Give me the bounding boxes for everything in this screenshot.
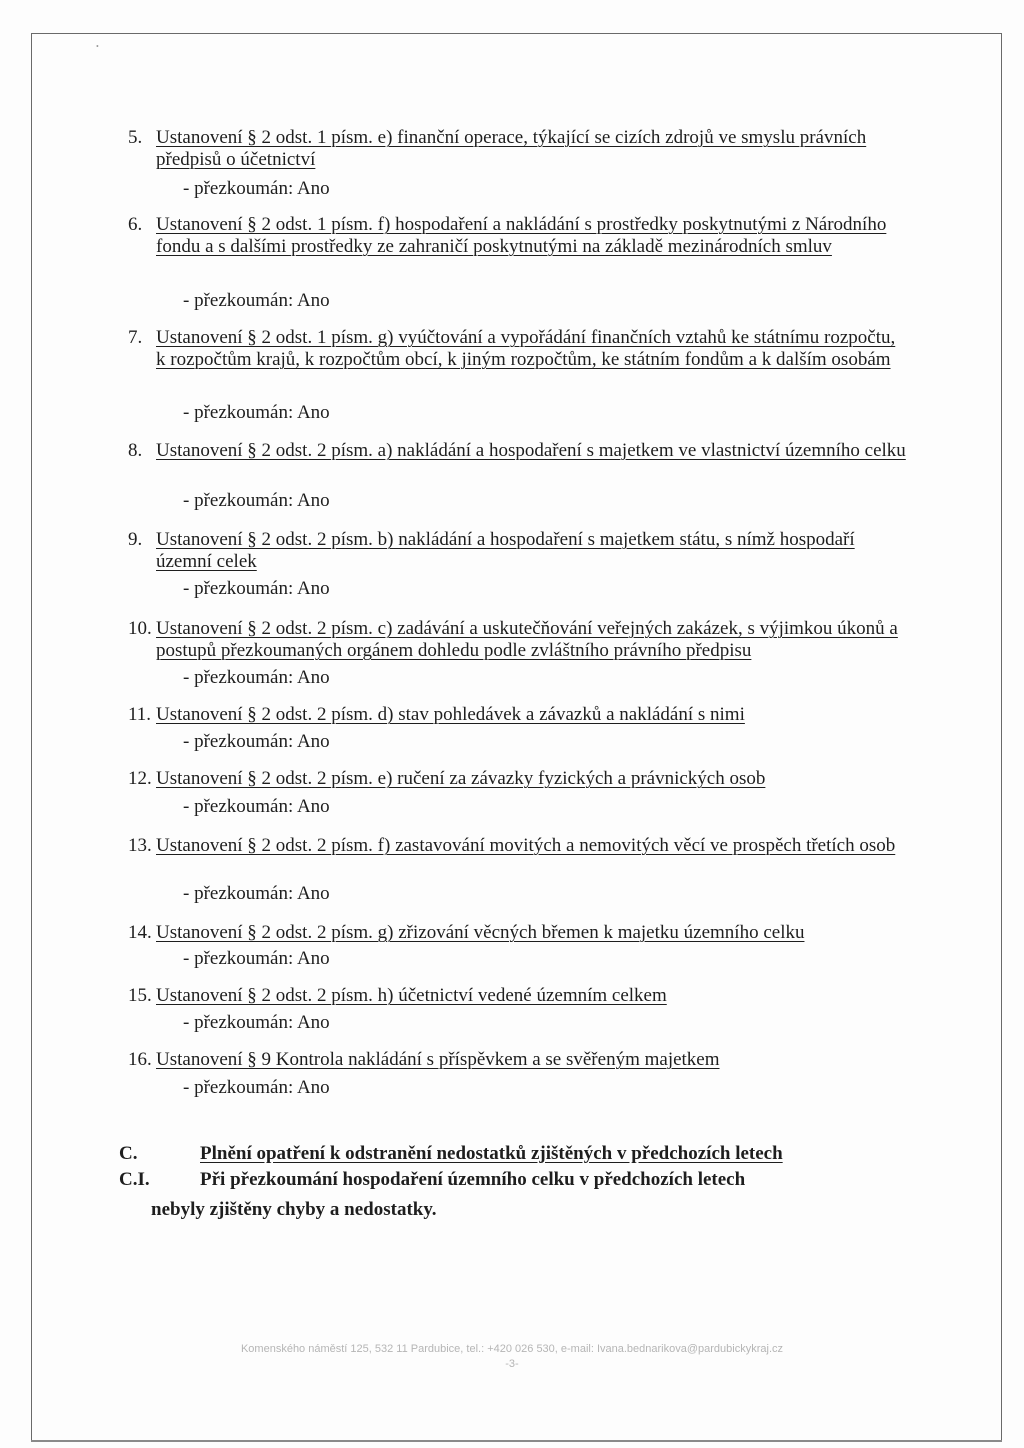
item-text: Ustanovení § 2 odst. 1 písm. f) hospodaření a nakládání s prostředky poskytnutými z Národního fondu a s dalšími prostředky ze zahraničí poskytnutými na základě mezinárodních smluv [156, 214, 887, 257]
item-result: - přezkoumán: Ano [183, 948, 330, 969]
item-number: 5. [128, 127, 143, 148]
item-result: - přezkoumán: Ano [183, 402, 330, 423]
item-number: 6. [128, 214, 143, 235]
item-result: - přezkoumán: Ano [183, 490, 330, 511]
item-number: 13. [128, 835, 152, 856]
item-result: - přezkoumán: Ano [183, 796, 330, 817]
item-result: - přezkoumán: Ano [183, 667, 330, 688]
item-number: 8. [128, 440, 143, 461]
item-result: - přezkoumán: Ano [183, 883, 330, 904]
item-number: 9. [128, 529, 143, 550]
item-number: 14. [128, 922, 152, 943]
section-ci-label: C.I. [119, 1169, 150, 1190]
item-text: Ustanovení § 2 odst. 1 písm. g) vyúčtování a vypořádání finančních vztahů ke státnímu rozpočtu, k rozpočtům krajů, k rozpočtům obcí, k jiným rozpočtům, ke státním fondům a k dalším osobám [156, 327, 896, 370]
item-text: Ustanovení § 2 odst. 2 písm. b) nakládání a hospodaření s majetkem státu, s nímž hospodaří územní celek [156, 529, 855, 572]
item-result: - přezkoumán: Ano [183, 578, 330, 599]
item-text: Ustanovení § 2 odst. 2 písm. g) zřizování věcných břemen k majetku územního celku [156, 922, 805, 943]
item-number: 12. [128, 768, 152, 789]
item-number: 11. [128, 704, 152, 725]
section-ci-line2: nebyly zjištěny chyby a nedostatky. [151, 1199, 437, 1220]
section-c-label: C. [119, 1143, 138, 1164]
item-result: - přezkoumán: Ano [183, 290, 330, 311]
item-text: Ustanovení § 2 odst. 2 písm. h) účetnictví vedené územním celkem [156, 985, 667, 1006]
page-footer [60, 1342, 964, 1372]
scan-speck: • [96, 42, 99, 51]
item-result: - přezkoumán: Ano [183, 178, 330, 199]
item-text: Ustanovení § 2 odst. 2 písm. f) zastavování movitých a nemovitých věcí ve prospěch třetích osob [156, 835, 896, 856]
item-number: 16. [128, 1049, 152, 1070]
item-result: - přezkoumán: Ano [183, 1012, 330, 1033]
item-result: - přezkoumán: Ano [183, 731, 330, 752]
section-ci-line1: Při přezkoumání hospodaření územního celku v předchozích letech [200, 1169, 746, 1190]
footer-contact: Komenského náměstí 125, 532 11 Pardubice, tel.: +420 026 530, e-mail: Ivana.bednarikova@pardubickykraj.cz [240, 1343, 784, 1355]
item-text: Ustanovení § 2 odst. 2 písm. d) stav pohledávek a závazků a nakládání s nimi [156, 704, 745, 725]
item-text: Ustanovení § 2 odst. 2 písm. a) nakládání a hospodaření s majetkem ve vlastnictví územního celku [156, 440, 906, 461]
item-number: 10. [128, 618, 152, 639]
item-result: - přezkoumán: Ano [183, 1077, 330, 1098]
page-border-bottom [31, 1440, 1002, 1442]
section-c-title: Plnění opatření k odstranění nedostatků zjištěných v předchozích letech [200, 1143, 783, 1164]
item-text: Ustanovení § 2 odst. 1 písm. e) finanční operace, týkající se cizích zdrojů ve smyslu právních předpisů o účetnictví [156, 127, 867, 170]
page-number: -3- [505, 1358, 519, 1370]
item-text: Ustanovení § 9 Kontrola nakládání s příspěvkem a se svěřeným majetkem [156, 1049, 720, 1070]
item-number: 15. [128, 985, 152, 1006]
item-text: Ustanovení § 2 odst. 2 písm. e) ručení za závazky fyzických a právnických osob [156, 768, 766, 789]
item-number: 7. [128, 327, 143, 348]
item-text: Ustanovení § 2 odst. 2 písm. c) zadávání a uskutečňování veřejných zakázek, s výjimkou úkonů a postupů přezkoumaných orgánem dohledu podle zvláštního právního předpisu [156, 618, 898, 661]
